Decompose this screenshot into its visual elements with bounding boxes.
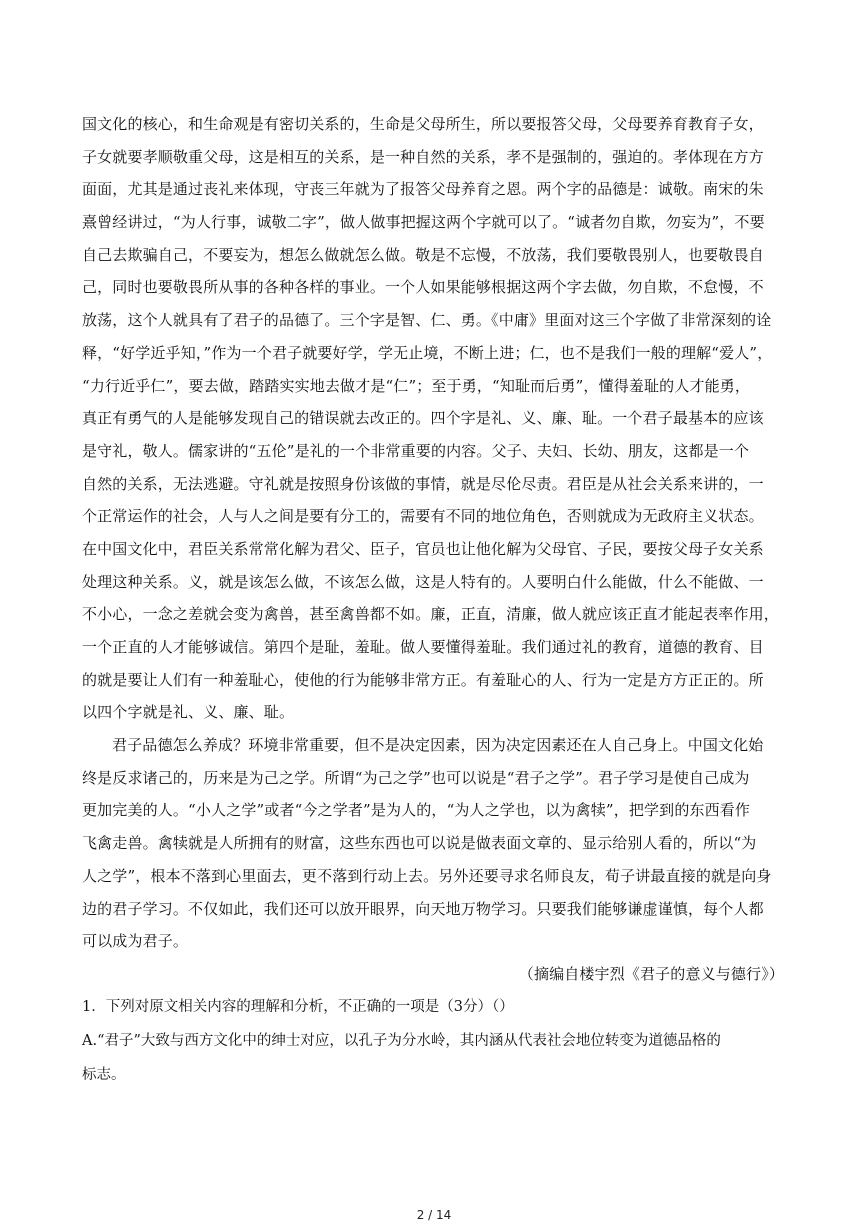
text-line: 飞禽走兽。禽犊就是人所拥有的财富，这些东西也可以说是做表面文章的、显示给别人看的，所以“为 — [82, 834, 757, 853]
text-line: 更加完美的人。“小人之学”或者“今之学者”是为人的，“为人之学也，以为禽犊”，把学到的东西看作 — [82, 801, 751, 820]
text-line: 自然的关系，无法逃避。守礼就是按照身份该做的事情，就是尽伦尽责。君臣是从社会关系来讲的，一 — [82, 474, 764, 493]
text-line: 处理这种关系。义，就是该怎么做，不该怎么做，这是人特有的。人要明白什么能做，什么不能做、一 — [82, 572, 764, 591]
option-a-continued: 标志。 — [82, 1066, 126, 1083]
text-line: 释，“好学近乎知，”作为一个君子就要好学，学无止境，不断上进；仁，也不是我们一般的理解“爱人”， — [82, 343, 773, 362]
text-line: 己，同时也要敬畏所从事的各种各样的事业。一个人如果能够根据这两个字去做，勿自欺，不怠慢，不 — [82, 278, 764, 297]
text-line: 放荡，这个人就具有了君子的品德了。三个字是智、仁、勇。《中庸》里面对这三个字做了非常深刻的诠 — [82, 311, 772, 330]
text-line: 真正有勇气的人是能够发现自己的错误就去改正的。四个字是礼、义、廉、耻。一个君子最基本的应该 — [82, 409, 764, 428]
text-line: 熹曾经讲过，“为人行事，诚敬二字”，做人做事把握这两个字就可以了。“诚者勿自欺，勿妄为”，不要 — [82, 213, 765, 232]
question-stem: 1．下列对原文相关内容的理解和分析，不正确的一项是（3分）（） — [82, 998, 514, 1015]
text-line: 自己去欺骗自己，不要妄为，想怎么做就怎么做。敬是不忘慢，不放荡，我们要敬畏别人，也要敬畏自 — [82, 245, 764, 264]
text-line: 个正常运作的社会，人与人之间是要有分工的，需要有不同的地位角色，否则就成为无政府主义状态。 — [82, 507, 764, 526]
text-line: 国文化的核心，和生命观是有密切关系的，生命是父母所生，所以要报答父母，父母要养育教育子女， — [82, 115, 764, 133]
article-body — [82, 108, 786, 1093]
text-line: 是守礼，敬人。儒家讲的“五伦”是礼的一个非常重要的内容。父子、夫妇、长幼、朋友，这都是一个 — [82, 441, 750, 460]
text-line: 不小心，一念之差就会变为禽兽，甚至禽兽都不如。廉，正直，清廉，做人就应该正直才能起表率作用， — [82, 605, 779, 624]
source-citation: （摘编自楼宇烈《君子的意义与德行》） — [518, 964, 784, 983]
text-line: 人之学”，根本不落到心里面去，更不落到行动上去。另外还要寻求名师良友，荀子讲最直接的就是向身 — [82, 866, 772, 885]
text-line: 可以成为君子。 — [82, 932, 189, 951]
paragraph-1 — [82, 108, 786, 729]
text-line: 边的君子学习。不仅如此，我们还可以放开眼界，向天地万物学习。只要我们能够谦虚谨慎，每个人都 — [82, 899, 764, 918]
question-1 — [82, 991, 786, 1093]
paragraph-2 — [82, 729, 786, 958]
text-line: 在中国文化中，君臣关系常常化解为君父、臣子，官员也让他化解为父母官、子民，要按父母子女关系 — [82, 539, 764, 558]
page-number: 2 / 14 — [416, 1208, 452, 1222]
text-line: 以四个字就是礼、义、廉、耻。 — [82, 703, 295, 722]
text-line: 君子品德怎么养成？环境非常重要，但不是决定因素，因为决定因素还在人自己身上。中国文化始 — [112, 736, 764, 755]
text-line: “力行近乎仁”，要去做，踏踏实实地去做才是“仁”；至于勇，“知耻而后勇”，懂得羞耻的人才能勇， — [82, 376, 751, 395]
text-line: 的就是要让人们有一种羞耻心，使他的行为能够非常方正。有羞耻心的人、行为一定是方方正正的。所 — [82, 670, 764, 689]
option-a: A.“君子”大致与西方文化中的绅士对应，以孔子为分水岭，其内涵从代表社会地位转变为道德品格的 — [82, 1032, 721, 1049]
text-line: 一个正直的人才能够诚信。第四个是耻，羞耻。做人要懂得羞耻。我们通过礼的教育，道德的教育、目 — [82, 638, 764, 656]
text-line: 终是反求诸己的，历来是为己之学。所谓“为己之学”也可以说是“君子之学”。君子学习是使自己成为 — [82, 768, 750, 787]
text-line: 子女就要孝顺敬重父母，这是相互的关系，是一种自然的关系，孝不是强制的，强迫的。孝体现在方方 — [82, 147, 764, 166]
text-line: 面面，尤其是通过丧礼来体现，守丧三年就为了报答父母养育之恩。两个字的品德是：诚敬。南宋的朱 — [82, 180, 764, 199]
